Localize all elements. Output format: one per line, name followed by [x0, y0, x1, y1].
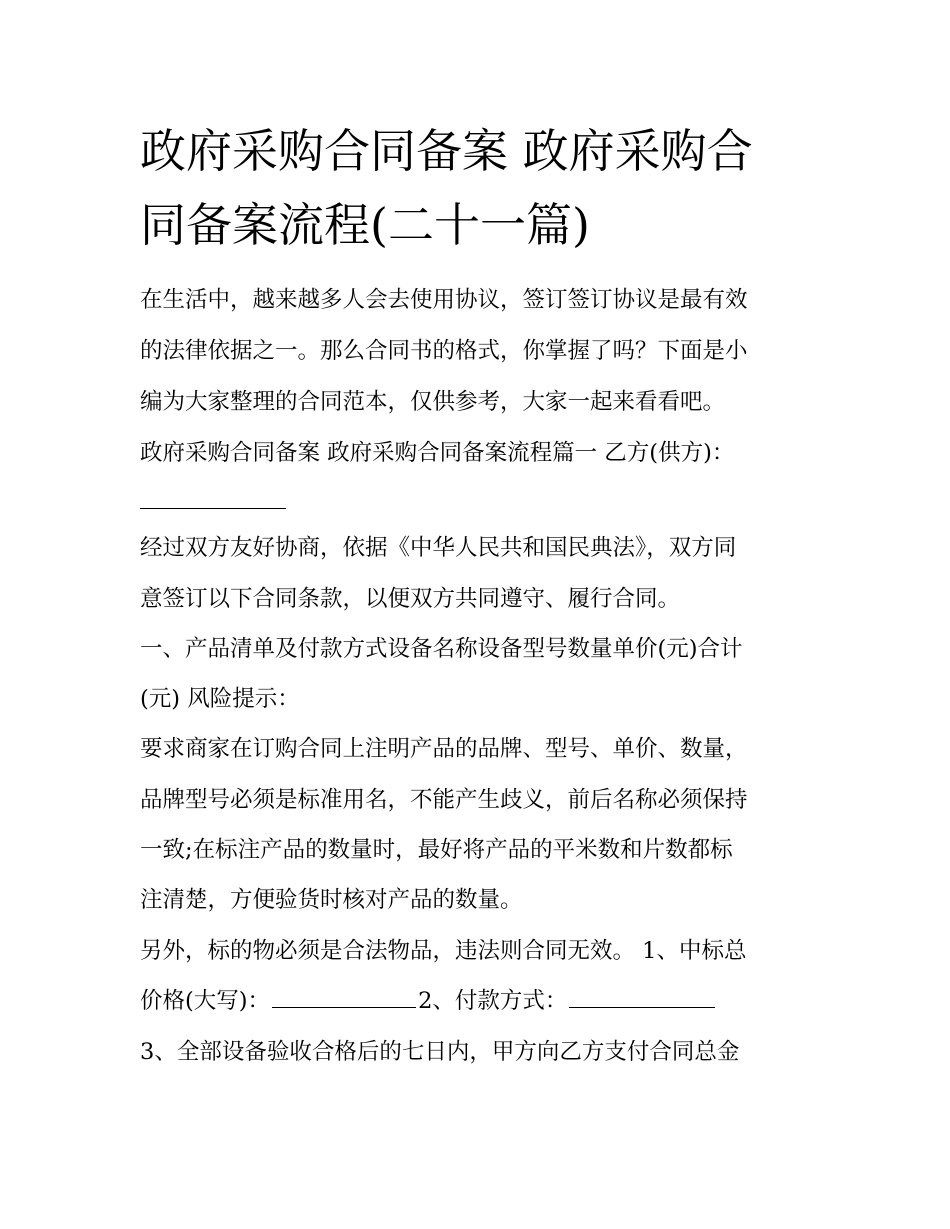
payment-method-blank	[569, 987, 715, 1008]
document-title	[140, 114, 820, 262]
supplier-blank-line	[140, 508, 286, 509]
bid-price-blank	[272, 987, 416, 1008]
paragraph-line-1: 在生活中，越来越多人会去使用协议，签订签订协议是最有效	[140, 287, 748, 313]
paragraph-line-3: 编为大家整理的合同范本，仅供参考，大家一起来看看吧。	[140, 389, 726, 415]
title-line-2: 同备案流程(二十一篇)	[140, 198, 590, 252]
paragraph-line-7: 一、产品清单及付款方式设备名称设备型号数量单价(元)合计	[140, 636, 743, 662]
paragraph-line-10: 品牌型号必须是标准用名，不能产生歧义，前后名称必须保持	[140, 787, 748, 813]
paragraph-line-2: 的法律依据之一。那么合同书的格式，你掌握了吗？下面是小	[140, 338, 748, 364]
paragraph-line-6: 意签订以下合同条款，以便双方共同遵守、履行合同。	[140, 586, 681, 612]
paragraph-line-5: 经过双方友好协商，依据《中华人民共和国民典法》，双方同	[140, 535, 737, 561]
title-line-1: 政府采购合同备案 政府采购合	[140, 124, 753, 178]
paragraph-line-12: 注清楚，方便验货时核对产品的数量。	[140, 887, 523, 913]
payment-method-label: 2、付款方式：	[418, 988, 568, 1014]
paragraph-line-14: 3、全部设备验收合格后的七日内，甲方向乙方支付合同总金	[140, 1039, 740, 1065]
paragraph-line-8: (元) 风险提示：	[140, 686, 300, 712]
bid-price-label: 价格(大写)：	[140, 988, 271, 1014]
paragraph-line-13: 另外，标的物必须是合法物品，违法则合同无效。 1、中标总	[140, 938, 747, 964]
price-payment-line	[140, 986, 820, 1016]
paragraph-line-11: 一致;在标注产品的数量时，最好将产品的平米数和片数都标	[140, 837, 733, 863]
paragraph-line-9: 要求商家在订购合同上注明产品的品牌、型号、单价、数量，	[140, 736, 748, 762]
paragraph-line-4: 政府采购合同备案 政府采购合同备案流程篇一 乙方(供方)：	[140, 440, 735, 466]
